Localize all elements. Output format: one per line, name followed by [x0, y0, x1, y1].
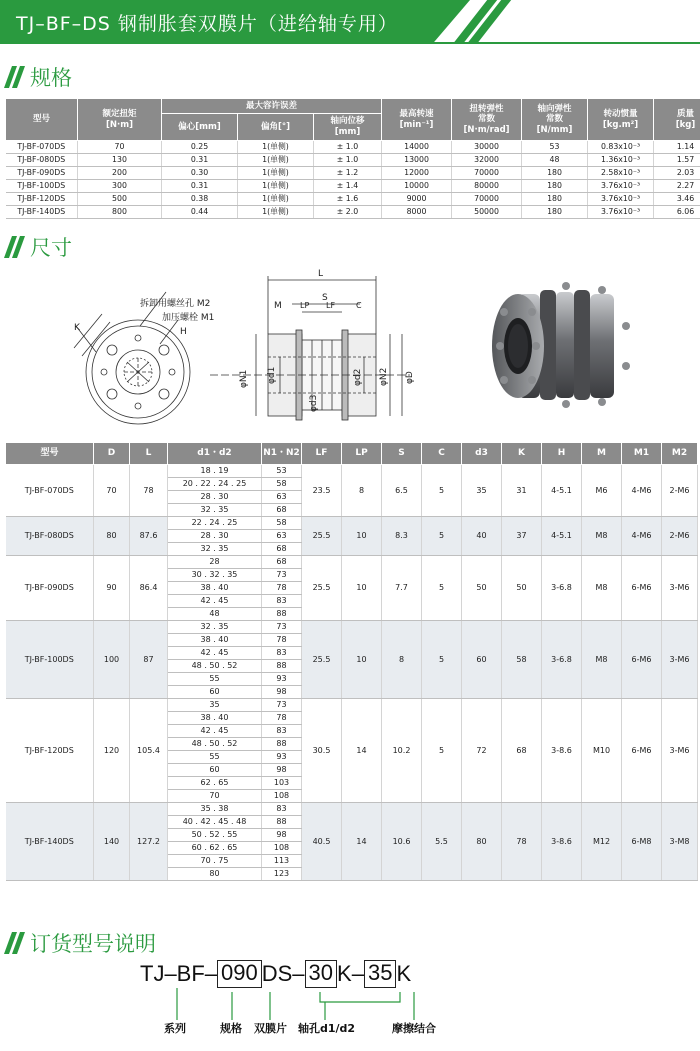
dim-header-cell: 型号 [6, 443, 94, 465]
spec-cell: 53 [522, 141, 588, 154]
label-k: K [74, 323, 80, 333]
dim-cell: TJ-BF-080DS [6, 517, 94, 556]
dim-cell: M8 [582, 556, 622, 621]
label-d2: φd2 [353, 368, 363, 386]
spec-cell: 1(单侧) [238, 180, 314, 193]
spec-cell: 1(单侧) [238, 141, 314, 154]
label-spec: 规格 [220, 1022, 242, 1035]
spec-cell: 0.83x10⁻³ [588, 141, 654, 154]
dim-cell: 3-8.6 [542, 699, 582, 803]
dim-cell: 6-M6 [622, 621, 662, 699]
spec-cell: 32000 [452, 154, 522, 167]
spec-cell: 3.46 [654, 193, 700, 206]
dim-cell: 55 [168, 673, 262, 686]
dim-cell: 10 [342, 517, 382, 556]
spec-cell: 800 [78, 206, 162, 219]
dim-cell: 37 [502, 517, 542, 556]
dim-cell: 105.4 [130, 699, 168, 803]
dim-cell: 50 [462, 556, 502, 621]
dim-cell: 8 [382, 621, 422, 699]
spec-header-torque: 额定扭矩 [N·m] [78, 99, 162, 141]
dim-cell: 5 [422, 621, 462, 699]
spec-header-angle: 偏角[°] [238, 114, 314, 141]
spec-header-axial: 轴向位移 [mm] [314, 114, 382, 141]
spec-row [6, 141, 700, 154]
dim-row [6, 517, 698, 530]
dim-cell: TJ-BF-090DS [6, 556, 94, 621]
spec-cell: ± 1.4 [314, 180, 382, 193]
dim-cell: 60 . 62 . 65 [168, 842, 262, 855]
spec-cell: ± 2.0 [314, 206, 382, 219]
coupling-product-photo [478, 276, 638, 411]
spec-cell: 180 [522, 193, 588, 206]
spec-cell: TJ-BF-070DS [6, 141, 78, 154]
dim-cell: 40 [462, 517, 502, 556]
dim-cell: 127.2 [130, 803, 168, 881]
dim-cell: 78 [502, 803, 542, 881]
dim-cell: 70 [94, 465, 130, 517]
dim-cell: 60 [168, 764, 262, 777]
dim-cell: 48 [168, 608, 262, 621]
spec-cell: 1.36x10⁻³ [588, 154, 654, 167]
spec-cell: 30000 [452, 141, 522, 154]
label-lf: LF [326, 301, 336, 310]
dim-cell: 63 [262, 530, 302, 543]
dim-cell: 48 . 50 . 52 [168, 738, 262, 751]
label-d: φD [405, 371, 415, 384]
dim-header-cell: H [542, 443, 582, 465]
dim-cell: 32 . 35 [168, 504, 262, 517]
spec-row [6, 167, 700, 180]
label-l: L [318, 269, 324, 279]
dim-header-cell: C [422, 443, 462, 465]
dim-cell: 98 [262, 764, 302, 777]
spec-cell: 50000 [452, 206, 522, 219]
spec-cell: ± 1.0 [314, 141, 382, 154]
dim-row [6, 803, 698, 816]
dim-cell: 73 [262, 699, 302, 712]
dim-cell: 25.5 [302, 621, 342, 699]
spec-cell: 8000 [382, 206, 452, 219]
spec-table [5, 98, 700, 219]
dim-cell: 22 . 24 . 25 [168, 517, 262, 530]
dim-cell: 8 [342, 465, 382, 517]
spec-cell: 13000 [382, 154, 452, 167]
page-title: TJ–BF–DS 钢制胀套双膜片（进给轴专用） [16, 13, 398, 35]
dim-cell: 3-M6 [662, 699, 698, 803]
dim-cell: 3-6.8 [542, 621, 582, 699]
dim-cell: 87.6 [130, 517, 168, 556]
spec-cell: TJ-BF-080DS [6, 154, 78, 167]
dim-header-cell: N1・N2 [262, 443, 302, 465]
dim-header-cell: K [502, 443, 542, 465]
dim-cell: 93 [262, 673, 302, 686]
section-title-spec [4, 62, 72, 92]
dimension-table [5, 442, 698, 881]
dim-cell: 55 [168, 751, 262, 764]
dim-cell: 98 [262, 686, 302, 699]
dim-cell: 4-M6 [622, 517, 662, 556]
code-series: TJ–BF– [140, 961, 218, 986]
section-title-text: 规格 [30, 66, 72, 90]
dim-header-cell: LF [302, 443, 342, 465]
dim-cell: 30.5 [302, 699, 342, 803]
label-n1: φN1 [239, 369, 249, 388]
dim-cell: 83 [262, 595, 302, 608]
dim-row [6, 465, 698, 478]
dim-header-cell: S [382, 443, 422, 465]
dim-cell: 90 [94, 556, 130, 621]
dim-cell: 62 . 65 [168, 777, 262, 790]
dim-cell: 42 . 45 [168, 647, 262, 660]
spec-cell: ± 1.2 [314, 167, 382, 180]
label-series: 系列 [164, 1022, 186, 1035]
label-m2: 拆卸用螺丝孔 M2 [140, 299, 211, 309]
dim-cell: 88 [262, 816, 302, 829]
spec-cell: 10000 [382, 180, 452, 193]
dim-cell: 93 [262, 751, 302, 764]
dim-row [6, 556, 698, 569]
spec-cell: ± 1.6 [314, 193, 382, 206]
dim-cell: 58 [502, 621, 542, 699]
code-size: 090 [217, 960, 262, 988]
dim-cell: 20 . 22 . 24 . 25 [168, 478, 262, 491]
dim-cell: 6-M6 [622, 556, 662, 621]
spec-cell: 1(单侧) [238, 167, 314, 180]
label-d1: φd1 [267, 366, 277, 384]
label-double-disc: 双膜片 [254, 1022, 287, 1035]
spec-cell: 200 [78, 167, 162, 180]
spec-header-offset: 偏心[mm] [162, 114, 238, 141]
label-h: H [180, 327, 187, 337]
spec-cell: 0.31 [162, 154, 238, 167]
dim-cell: 5 [422, 556, 462, 621]
dim-cell: M12 [582, 803, 622, 881]
dim-cell: 38 . 40 [168, 634, 262, 647]
dim-cell: 80 [168, 868, 262, 881]
dim-cell: 10.6 [382, 803, 422, 881]
spec-cell: 3.76x10⁻³ [588, 180, 654, 193]
dim-cell: 87 [130, 621, 168, 699]
spec-header-model: 型号 [6, 99, 78, 141]
dim-cell: 108 [262, 790, 302, 803]
dim-cell: 2-M6 [662, 517, 698, 556]
section-title-text: 尺寸 [30, 236, 72, 260]
label-m: M [274, 301, 282, 311]
dim-cell: 98 [262, 829, 302, 842]
spec-row [6, 180, 700, 193]
code-bore1: 30 [305, 960, 337, 988]
dim-cell: 88 [262, 608, 302, 621]
dim-cell: 88 [262, 660, 302, 673]
dim-cell: 14 [342, 699, 382, 803]
spec-cell: ± 1.0 [314, 154, 382, 167]
dim-cell: 38 . 40 [168, 712, 262, 725]
dim-header-cell: M2 [662, 443, 698, 465]
spec-cell: 1.14 [654, 141, 700, 154]
dim-cell: 83 [262, 647, 302, 660]
dim-cell: 5 [422, 465, 462, 517]
spec-row [6, 206, 700, 219]
dim-cell: 30 . 32 . 35 [168, 569, 262, 582]
spec-cell: 500 [78, 193, 162, 206]
label-lp: LP [300, 301, 310, 310]
spec-cell: 70 [78, 141, 162, 154]
dim-cell: 73 [262, 569, 302, 582]
code-bore2-suffix: K [396, 961, 412, 986]
dim-cell: 42 . 45 [168, 725, 262, 738]
order-code-diagram [0, 960, 700, 1050]
spec-cell: 0.44 [162, 206, 238, 219]
spec-cell: TJ-BF-100DS [6, 180, 78, 193]
dim-cell: 78 [262, 634, 302, 647]
dim-cell: 83 [262, 725, 302, 738]
dim-cell: TJ-BF-120DS [6, 699, 94, 803]
dim-row [6, 621, 698, 634]
dim-cell: 18 . 19 [168, 465, 262, 478]
dim-cell: 83 [262, 803, 302, 816]
dim-cell: 88 [262, 738, 302, 751]
dim-cell: 7.7 [382, 556, 422, 621]
dim-cell: 73 [262, 621, 302, 634]
spec-cell: TJ-BF-090DS [6, 167, 78, 180]
dim-cell: M8 [582, 517, 622, 556]
dim-cell: 68 [502, 699, 542, 803]
dim-cell: 86.4 [130, 556, 168, 621]
spec-header-speed: 最高转速 [min⁻¹] [382, 99, 452, 141]
spec-cell: 1(单侧) [238, 206, 314, 219]
spec-cell: 48 [522, 154, 588, 167]
spec-cell: 0.31 [162, 180, 238, 193]
dim-cell: 28 . 30 [168, 530, 262, 543]
dim-header-cell: M1 [622, 443, 662, 465]
dim-cell: 60 [462, 621, 502, 699]
dim-cell: 6.5 [382, 465, 422, 517]
dim-cell: 2-M6 [662, 465, 698, 517]
dim-cell: M10 [582, 699, 622, 803]
dim-cell: 50 [502, 556, 542, 621]
spec-cell: 80000 [452, 180, 522, 193]
code-type: DS– [261, 961, 305, 986]
spec-cell: 1.57 [654, 154, 700, 167]
label-d3: φd3 [309, 394, 319, 412]
dim-cell: 6-M8 [622, 803, 662, 881]
dim-cell: 10 [342, 556, 382, 621]
dim-cell: 40 . 42 . 45 . 48 [168, 816, 262, 829]
dim-cell: 48 . 50 . 52 [168, 660, 262, 673]
dim-header-cell: d1・d2 [168, 443, 262, 465]
dim-header-cell: M [582, 443, 622, 465]
dim-cell: 3-M6 [662, 556, 698, 621]
dim-header-cell: D [94, 443, 130, 465]
spec-header-misalign: 最大容许误差 [162, 99, 382, 114]
spec-cell: TJ-BF-120DS [6, 193, 78, 206]
dim-cell: 23.5 [302, 465, 342, 517]
dim-cell: 63 [262, 491, 302, 504]
spec-cell: 1(单侧) [238, 193, 314, 206]
header-banner [0, 0, 700, 44]
dim-cell: 28 [168, 556, 262, 569]
dim-cell: 3-8.6 [542, 803, 582, 881]
order-code-leaders [0, 988, 700, 1048]
banner-underline [0, 42, 700, 44]
spec-cell: TJ-BF-140DS [6, 206, 78, 219]
dim-cell: 32 . 35 [168, 543, 262, 556]
spec-cell: 9000 [382, 193, 452, 206]
section-title-text: 订货型号说明 [30, 932, 156, 956]
dim-cell: 3-M6 [662, 621, 698, 699]
dim-cell: 40.5 [302, 803, 342, 881]
dim-cell: 25.5 [302, 517, 342, 556]
dim-cell: 78 [130, 465, 168, 517]
spec-header-axial-stiff: 轴向弹性 常数 [N/mm] [522, 99, 588, 141]
dim-cell: 78 [262, 582, 302, 595]
dim-cell: 80 [94, 517, 130, 556]
label-n2: φN2 [379, 367, 389, 386]
dim-cell: 108 [262, 842, 302, 855]
dim-cell: 78 [262, 712, 302, 725]
spec-cell: 2.03 [654, 167, 700, 180]
spec-header-inertia: 转动惯量 [kg.m²] [588, 99, 654, 141]
spec-cell: 0.38 [162, 193, 238, 206]
dim-row [6, 699, 698, 712]
code-bore2: 35 [364, 960, 396, 988]
spec-cell: 180 [522, 206, 588, 219]
spec-row [6, 154, 700, 167]
label-m1: 加压螺栓 M1 [162, 313, 215, 323]
dim-header-cell: L [130, 443, 168, 465]
spec-cell: 2.58x10⁻³ [588, 167, 654, 180]
spec-cell: 70000 [452, 167, 522, 180]
dim-cell: 140 [94, 803, 130, 881]
dim-cell: 72 [462, 699, 502, 803]
dim-cell: 58 [262, 478, 302, 491]
dim-cell: 35 . 38 [168, 803, 262, 816]
dim-cell: TJ-BF-100DS [6, 621, 94, 699]
dim-cell: 5.5 [422, 803, 462, 881]
dim-cell: 100 [94, 621, 130, 699]
dim-cell: 35 [462, 465, 502, 517]
dim-cell: 68 [262, 543, 302, 556]
dim-cell: 25.5 [302, 556, 342, 621]
dim-cell: M8 [582, 621, 622, 699]
spec-cell: 300 [78, 180, 162, 193]
label-bore: 轴孔d1/d2 [298, 1022, 356, 1035]
spec-cell: 2.27 [654, 180, 700, 193]
dim-cell: 14 [342, 803, 382, 881]
dim-cell: 70 [168, 790, 262, 803]
dim-cell: 103 [262, 777, 302, 790]
dim-cell: 38 . 40 [168, 582, 262, 595]
spec-row [6, 193, 700, 206]
dim-cell: 5 [422, 699, 462, 803]
dim-cell: 123 [262, 868, 302, 881]
dim-cell: 68 [262, 504, 302, 517]
section-title-dims [4, 232, 72, 262]
section-slash-icon [4, 66, 26, 88]
dim-cell: 58 [262, 517, 302, 530]
dim-cell: 68 [262, 556, 302, 569]
end-view [74, 292, 190, 424]
dim-cell: 10 [342, 621, 382, 699]
dim-cell: TJ-BF-070DS [6, 465, 94, 517]
section-title-order [4, 928, 156, 958]
dim-header-cell: d3 [462, 443, 502, 465]
order-code [140, 960, 411, 988]
dim-cell: 5 [422, 517, 462, 556]
spec-cell: 180 [522, 167, 588, 180]
code-bore1-suffix: K– [337, 961, 364, 986]
dim-cell: 8.3 [382, 517, 422, 556]
label-s: S [322, 293, 328, 303]
dim-cell: 10.2 [382, 699, 422, 803]
dim-cell: 31 [502, 465, 542, 517]
coupling-technical-drawing [60, 262, 420, 432]
dim-cell: 6-M6 [622, 699, 662, 803]
spec-cell: 70000 [452, 193, 522, 206]
spec-header-torsional: 扭转弹性 常数 [N·m/rad] [452, 99, 522, 141]
dim-cell: 28 . 30 [168, 491, 262, 504]
spec-cell: 14000 [382, 141, 452, 154]
section-slash-icon [4, 236, 26, 258]
spec-cell: 180 [522, 180, 588, 193]
dim-cell: 4-5.1 [542, 517, 582, 556]
dim-cell: 60 [168, 686, 262, 699]
dim-cell: 50 . 52 . 55 [168, 829, 262, 842]
dim-cell: 80 [462, 803, 502, 881]
dim-cell: 35 [168, 699, 262, 712]
dim-cell: 4-M6 [622, 465, 662, 517]
dim-cell: 3-6.8 [542, 556, 582, 621]
spec-header-mass: 质量 [kg] [654, 99, 700, 141]
label-friction: 摩擦结合 [392, 1022, 436, 1035]
dim-cell: M6 [582, 465, 622, 517]
dim-cell: 53 [262, 465, 302, 478]
spec-cell: 3.76x10⁻³ [588, 193, 654, 206]
dim-cell: 4-5.1 [542, 465, 582, 517]
spec-cell: 0.30 [162, 167, 238, 180]
spec-cell: 130 [78, 154, 162, 167]
dim-cell: 32 . 35 [168, 621, 262, 634]
dim-cell: 3-M8 [662, 803, 698, 881]
dim-cell: 120 [94, 699, 130, 803]
dim-cell: TJ-BF-140DS [6, 803, 94, 881]
dim-header-cell: LP [342, 443, 382, 465]
spec-cell: 1(单侧) [238, 154, 314, 167]
spec-cell: 6.06 [654, 206, 700, 219]
spec-cell: 12000 [382, 167, 452, 180]
spec-cell: 3.76x10⁻³ [588, 206, 654, 219]
section-slash-icon [4, 932, 26, 954]
spec-cell: 0.25 [162, 141, 238, 154]
dim-cell: 42 . 45 [168, 595, 262, 608]
label-c: C [356, 301, 362, 310]
dim-cell: 70 . 75 [168, 855, 262, 868]
dim-cell: 113 [262, 855, 302, 868]
